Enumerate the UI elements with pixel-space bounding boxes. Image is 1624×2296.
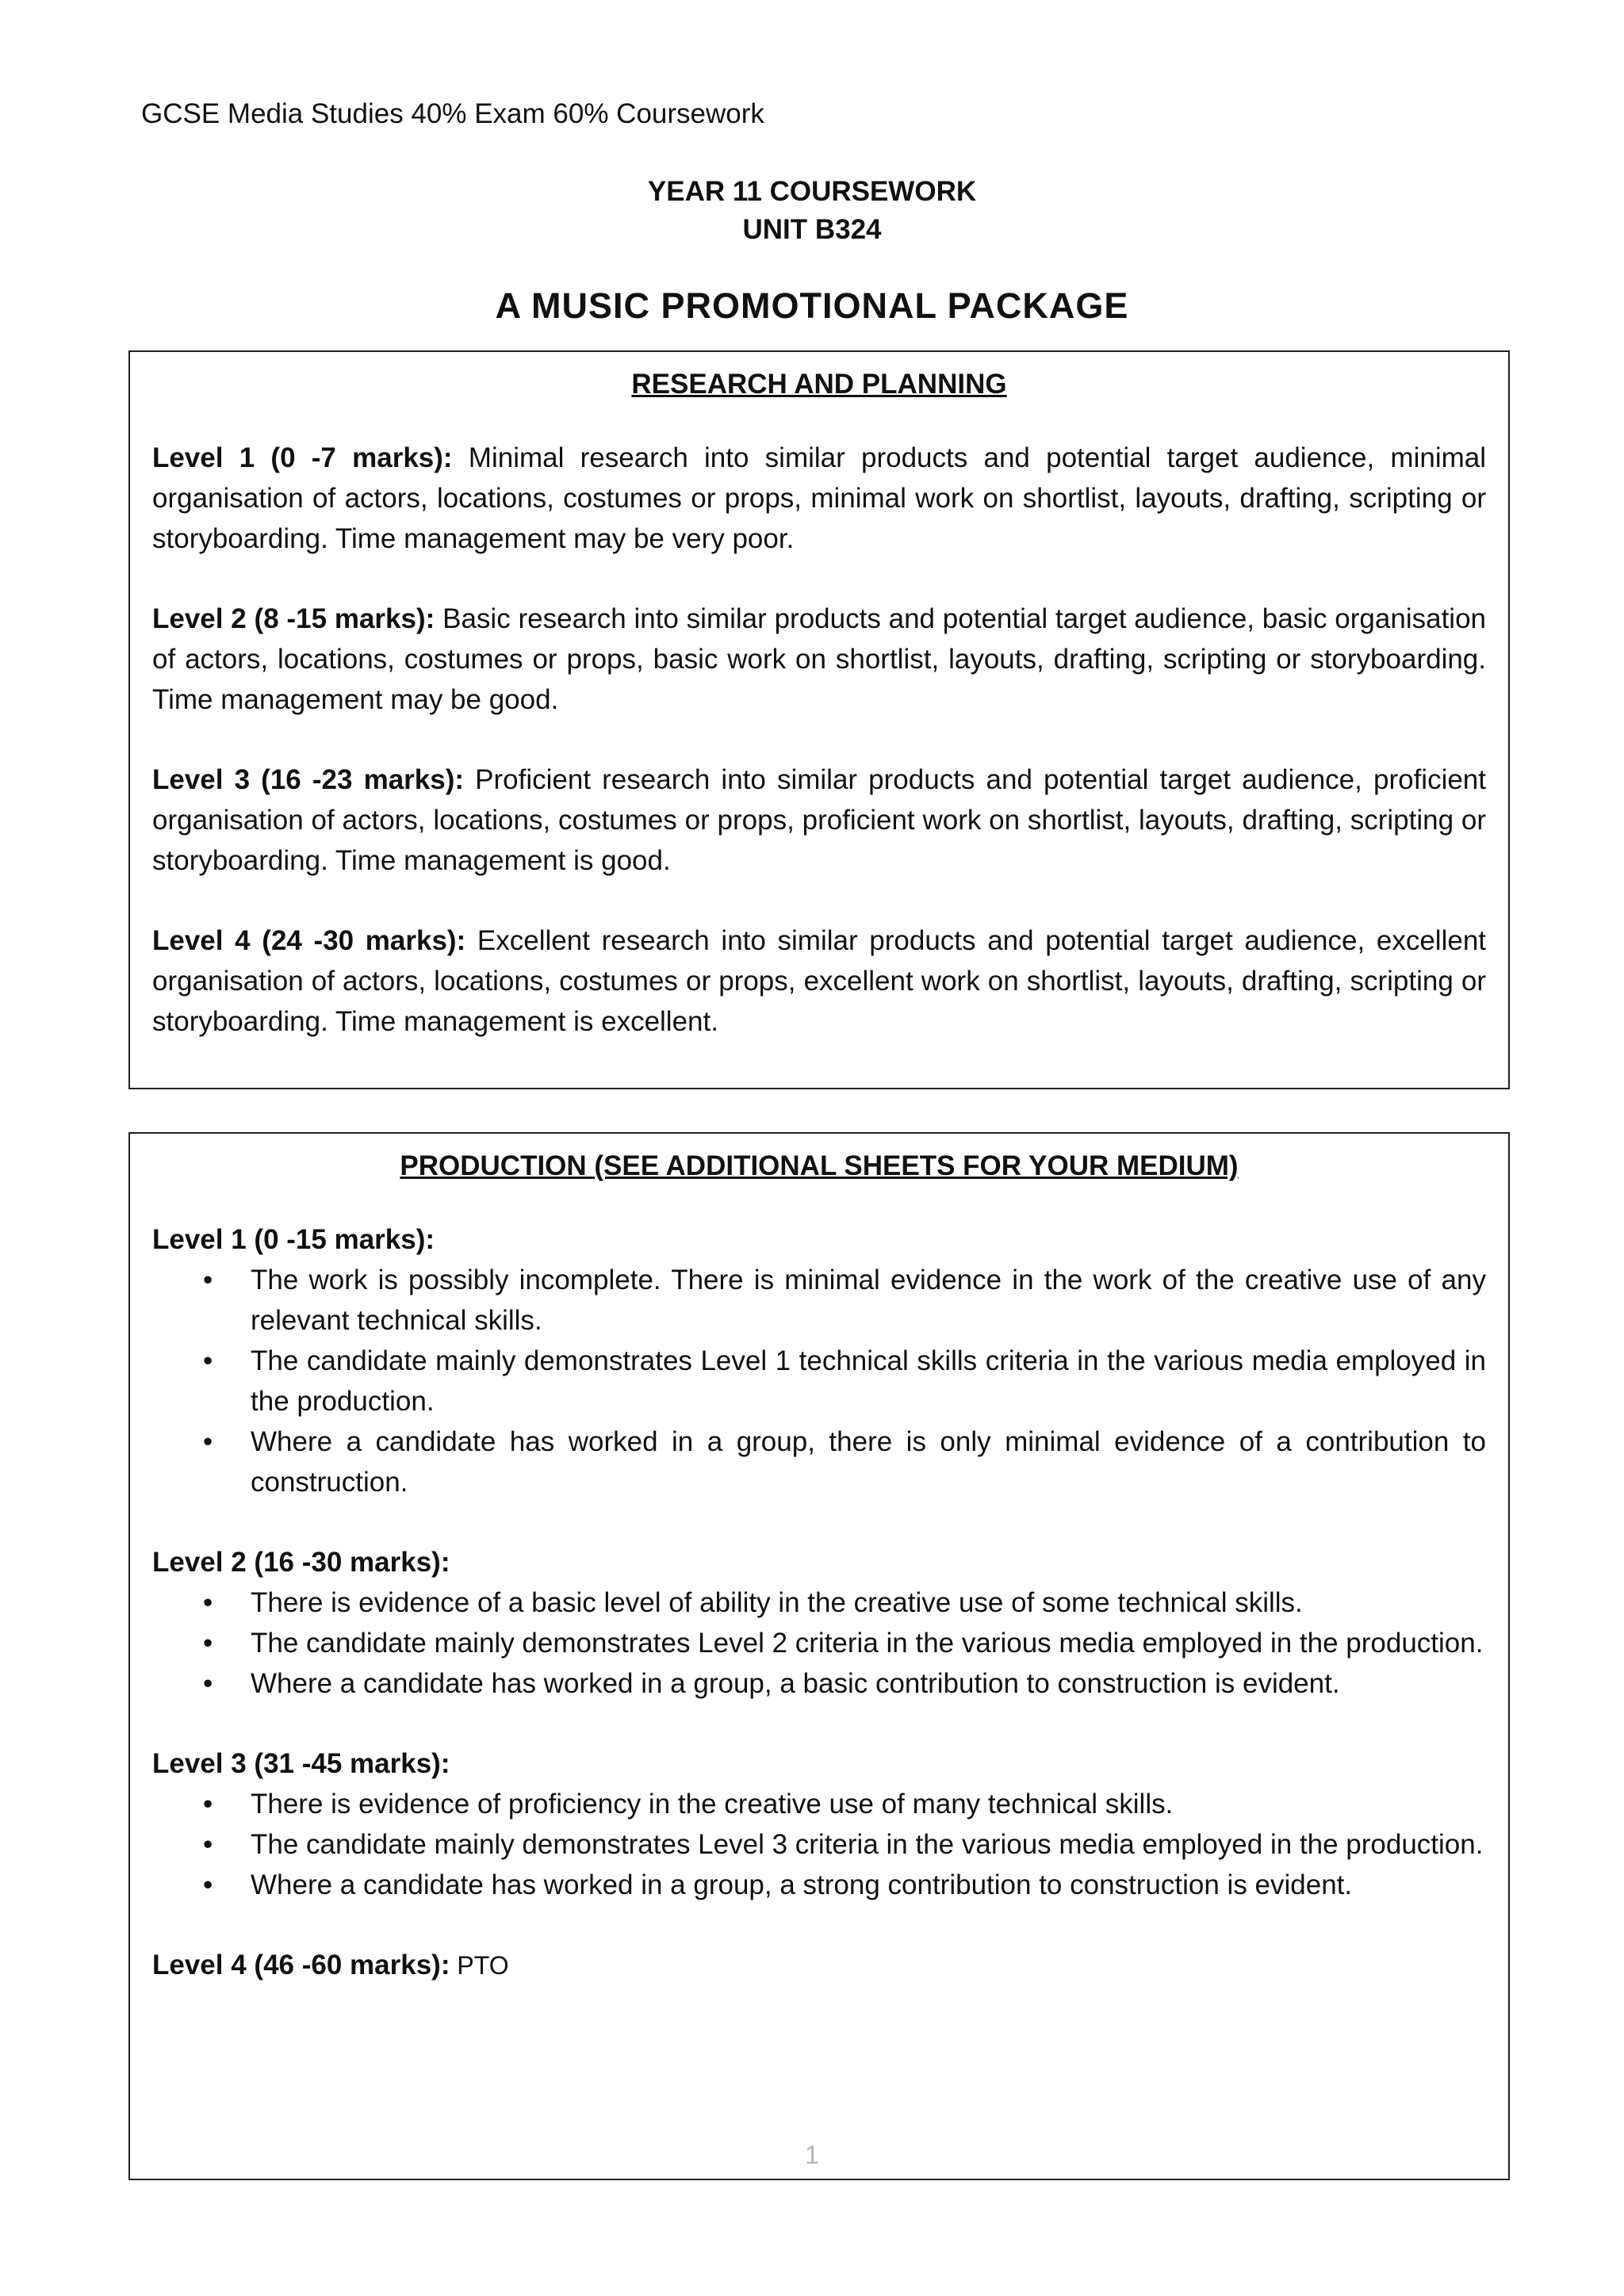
level-label: Level 1 (0 -7 marks):	[152, 442, 453, 473]
research-planning-box	[128, 350, 1510, 1089]
criteria-list	[152, 1260, 1486, 1502]
list-item: • Where a candidate has worked in a group, there is only minimal evidence of a contribution to construction.	[251, 1422, 1486, 1502]
list-item: • Where a candidate has worked in a group, a basic contribution to construction is evident.	[251, 1663, 1486, 1704]
research-level-4	[152, 920, 1486, 1042]
list-item: • The work is possibly incomplete. There is minimal evidence in the work of the creative use of any relevant technical skills.	[251, 1260, 1486, 1341]
level-4-line	[152, 1945, 1486, 1986]
research-level-2	[152, 599, 1486, 720]
level-label: Level 1 (0 -15 marks):	[152, 1224, 435, 1255]
production-heading: PRODUCTION (SEE ADDITIONAL SHEETS FOR YOUR MEDIUM)	[400, 1150, 1239, 1181]
list-item: • The candidate mainly demonstrates Level 1 technical skills criteria in the various media employed in the production.	[251, 1341, 1486, 1422]
level-description: Minimal research into similar products and potential target audience, minimal organisation of actors, locations, costumes or props, minimal work on shortlist, layouts, drafting, scripting or storyboarding. Time management may be very poor.	[152, 442, 1486, 554]
production-level-4	[152, 1945, 1486, 1986]
pto-note: PTO	[450, 1951, 509, 1980]
criteria-list	[152, 1784, 1486, 1905]
list-item: • There is evidence of proficiency in the creative use of many technical skills.	[251, 1784, 1486, 1824]
research-level-3	[152, 760, 1486, 881]
level-label: Level 2 (8 -15 marks):	[152, 603, 435, 634]
list-item: • The candidate mainly demonstrates Level 3 criteria in the various media employed in the production.	[251, 1824, 1486, 1865]
course-line: GCSE Media Studies 40% Exam 60% Coursework	[141, 98, 764, 129]
production-level-1	[152, 1219, 1486, 1502]
level-label: Level 3 (31 -45 marks):	[152, 1748, 450, 1779]
level-label: Level 3 (16 -23 marks):	[152, 764, 465, 795]
list-item: • Where a candidate has worked in a group, a strong contribution to construction is evident.	[251, 1865, 1486, 1905]
level-label: Level 4 (24 -30 marks):	[152, 925, 466, 956]
research-level-1	[152, 438, 1486, 559]
unit-heading: UNIT B324	[742, 214, 882, 245]
level-label: Level 4 (46 -60 marks):	[152, 1950, 450, 1980]
level-description: Proficient research into similar products and potential target audience, proficient organisation of actors, locations, costumes or props, proficient work on shortlist, layouts, drafting, scripting or storyboarding. Time management is good.	[152, 764, 1486, 876]
list-item: • There is evidence of a basic level of ability in the creative use of some technical skills.	[251, 1582, 1486, 1623]
level-label: Level 2 (16 -30 marks):	[152, 1547, 450, 1578]
list-item: • The candidate mainly demonstrates Level 2 criteria in the various media employed in the production.	[251, 1623, 1486, 1663]
research-heading: RESEARCH AND PLANNING	[631, 369, 1007, 400]
level-description: Excellent research into similar products and potential target audience, excellent organisation of actors, locations, costumes or props, excellent work on shortlist, layouts, drafting, scripting or storyboarding. Time management is excellent.	[152, 925, 1487, 1037]
page-title: A MUSIC PROMOTIONAL PACKAGE	[495, 285, 1129, 326]
criteria-list	[152, 1582, 1486, 1704]
page-number: 1	[805, 2141, 819, 2169]
production-box	[128, 1132, 1510, 2180]
level-description: Basic research into similar products and potential target audience, basic organisation of actors, locations, costumes or props, basic work on shortlist, layouts, drafting, scripting or storyboarding. Time management may be good.	[152, 603, 1486, 715]
production-level-3	[152, 1743, 1486, 1905]
production-level-2	[152, 1542, 1486, 1704]
year-heading: YEAR 11 COURSEWORK	[647, 176, 977, 207]
